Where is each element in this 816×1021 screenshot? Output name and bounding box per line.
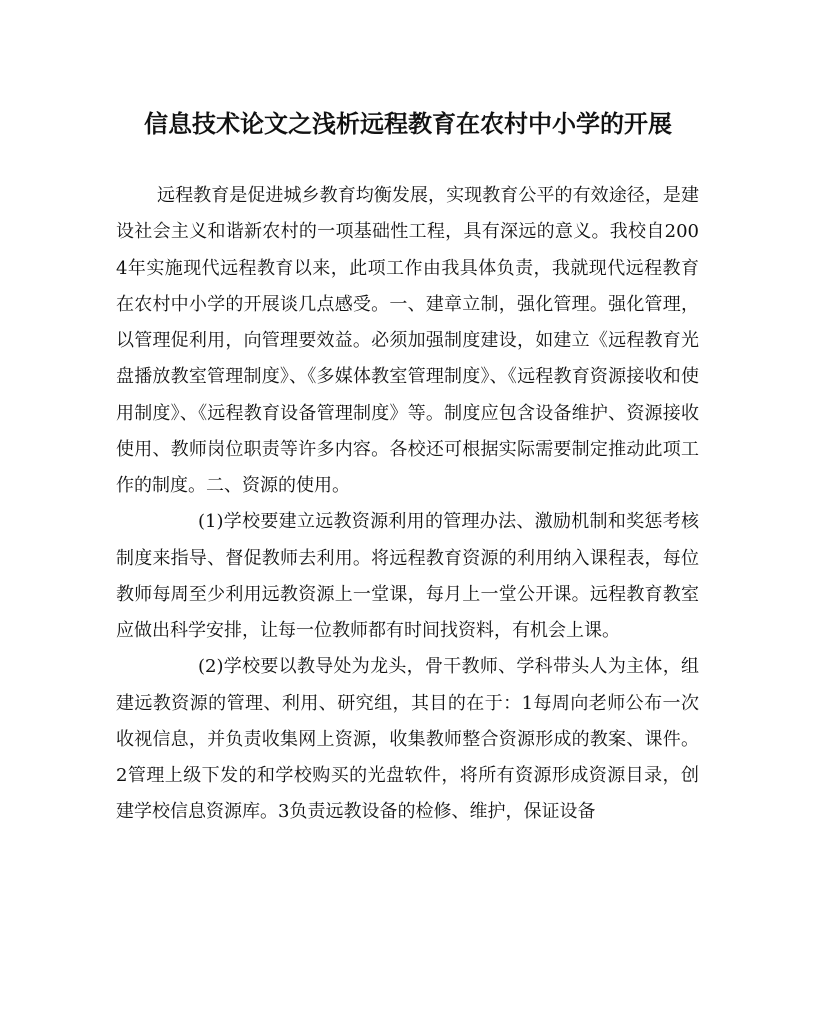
paragraph-1: 远程教育是促进城乡教育均衡发展，实现教育公平的有效途径，是建设社会主义和谐新农村的一项基础性工程，具有深远的意义。我校自2004年实施现代远程教育以来，此项工作由我具体负责，我就现代远程教育在农村中小学的开展谈几点感受。一、建章立制，强化管理。强化管理，以管理促利用，向管理要效益。必须加强制度建设，如建立《远程教育光盘播放教室管理制度》、《多媒体教室管理制度》、《远程教育资源接收和使用制度》、《远程教育设备管理制度》等。制度应包含设备维护、资源接收使用、教师岗位职责等许多内容。各校还可根据实际需要制定推动此项工作的制度。二、资源的使用。: [116, 185, 699, 496]
document-title: 信息技术论文之浅析远程教育在农村中小学的开展: [144, 109, 672, 138]
paragraph-2: (1)学校要建立远教资源利用的管理办法、激励机制和奖惩考核制度来指导、督促教师去利用。将远程教育资源的利用纳入课程表，每位教师每周至少利用远教资源上一堂课，每月上一堂公开课。远程教育教室应做出科学安排，让每一位教师都有时间找资料，有机会上课。: [116, 511, 699, 641]
document-body: [116, 178, 699, 831]
paragraph-3: (2)学校要以教导处为龙头，骨干教师、学科带头人为主体，组建远教资源的管理、利用、研究组，其目的在于：1每周向老师公布一次收视信息，并负责收集网上资源，收集教师整合资源形成的教案、课件。2管理上级下发的和学校购买的光盘软件，将所有资源形成资源目录，创建学校信息资源库。3负责远教设备的检修、维护，保证设备: [116, 656, 699, 823]
